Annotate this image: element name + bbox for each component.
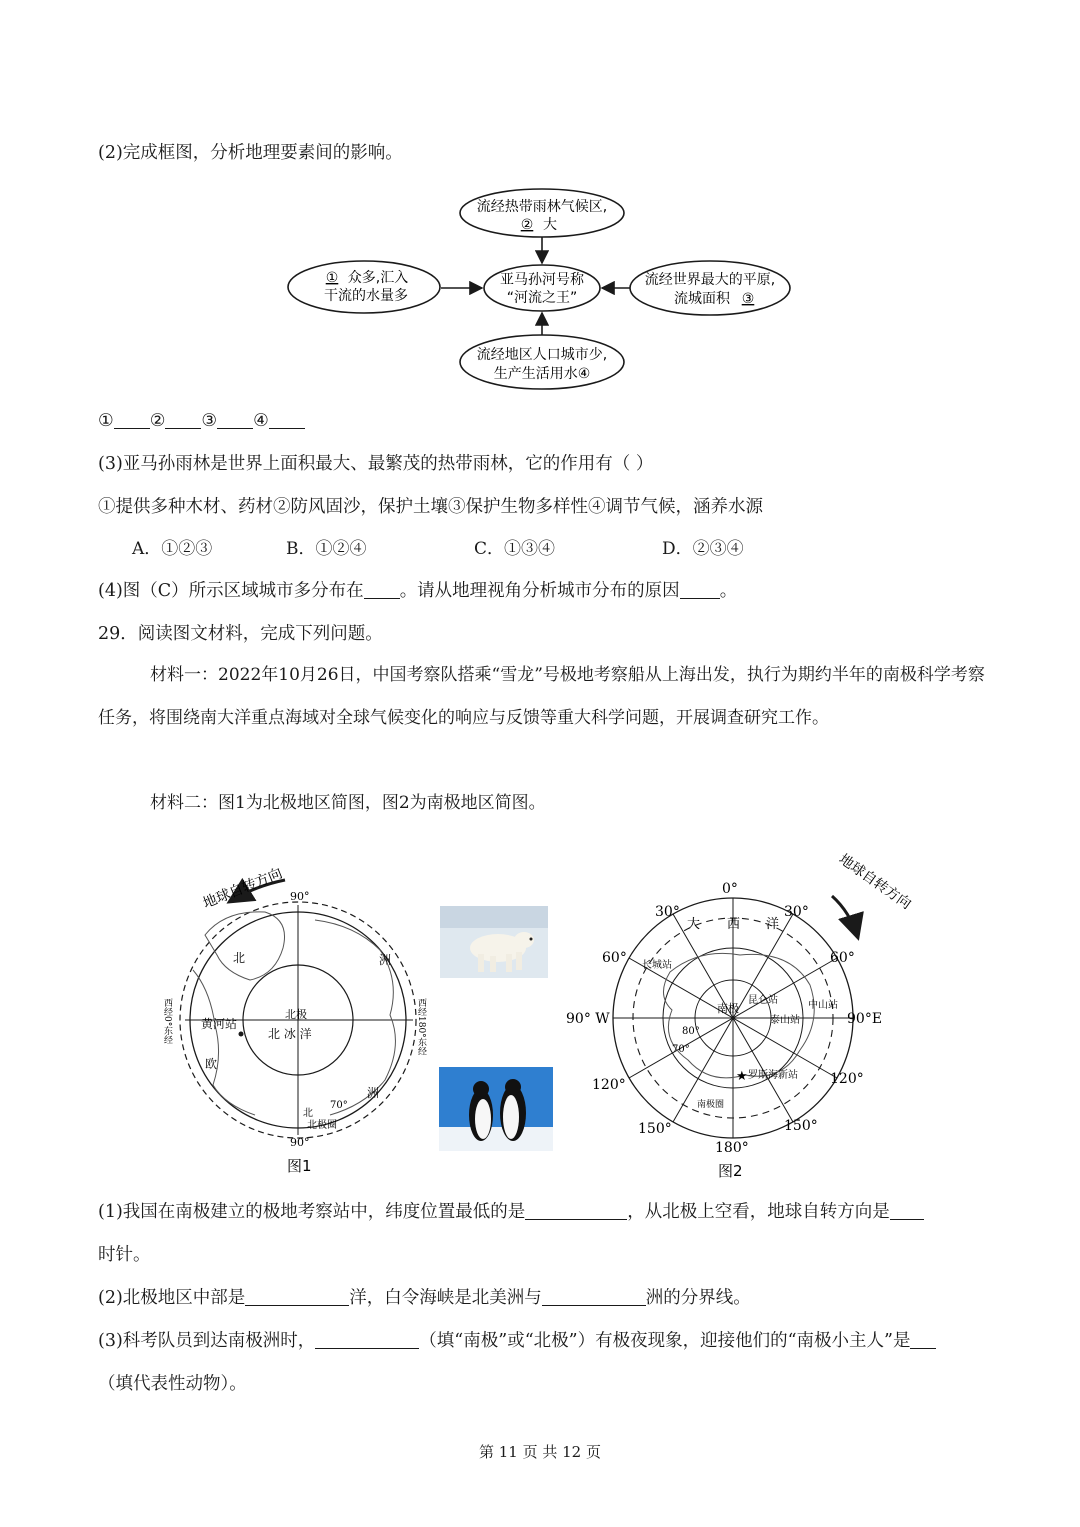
- blank-1[interactable]: [114, 410, 150, 429]
- top-line1: 流经热带雨林气候区,: [476, 199, 608, 215]
- q4-blank-2[interactable]: [680, 580, 720, 599]
- fig2-lat70: 70°: [672, 1044, 690, 1055]
- fig1-arctic: 北极圈: [307, 1120, 337, 1131]
- center-line1: 亚马孙河号称: [500, 272, 584, 288]
- arctic-map: [162, 840, 440, 1180]
- fig1-rotation-label: 地球自转方向: [200, 865, 285, 912]
- sub3-line1: (3)科考队员到达南极洲时， （填“南极”或“北极”）有极夜现象，迎接他们的“南极小主人”是: [98, 1329, 936, 1353]
- fig1-lat70: 70°: [330, 1100, 348, 1111]
- q29-material2: 材料二：图1为北极地区简图，图2为南极地区简图。: [150, 793, 546, 813]
- q3-prompt: (3)亚马孙雨林是世界上面积最大、最繁茂的热带雨林，它的作用有（ ）: [98, 454, 654, 474]
- fig1-ou: 欧: [205, 1057, 218, 1071]
- fig1-caption: 图1: [287, 1157, 312, 1175]
- fig2-taishan: 泰山站: [770, 1015, 800, 1026]
- fig2-d30r: 30°: [784, 904, 809, 920]
- fig1-north: 北: [233, 951, 246, 965]
- fig2-da: 大: [687, 917, 701, 932]
- rotation-arrow-icon-2: [832, 896, 858, 938]
- fig2-nanji: 南极: [717, 1002, 739, 1015]
- sub2-blank-2[interactable]: [542, 1287, 646, 1306]
- diagram-left-node: [288, 261, 440, 313]
- fig1-bei: 北: [303, 1108, 313, 1119]
- q3-statements: ①提供多种木材、药材②防风固沙，保护土壤③保护生物多样性④调节气候，涵养水源: [98, 497, 763, 517]
- fig2-d180: 180°: [715, 1140, 749, 1156]
- fig2-yang: 洋: [766, 917, 780, 932]
- left-line1: 众多,汇入: [347, 270, 409, 286]
- fig2-zhongshan: 中山站: [808, 1000, 838, 1011]
- fig2-d30l: 30°: [655, 904, 680, 920]
- blank-4[interactable]: [269, 410, 305, 429]
- q2-prompt: (2)完成框图，分析地理要素间的影响。: [98, 143, 403, 163]
- sub3-blank-1[interactable]: [315, 1330, 419, 1349]
- fig1-zhou2: 洲: [367, 1086, 380, 1100]
- q4-line: (4)图（C）所示区域城市多分布在 。请从地理视角分析城市分布的原因 。: [98, 581, 738, 601]
- sub1-line1: (1)我国在南极建立的极地考察站中，纬度位置最低的是 ，从北极上空看，地球自转方向是: [98, 1200, 924, 1224]
- antarctic-map: [560, 851, 914, 1185]
- fig2-d60r: 60°: [830, 950, 855, 966]
- fig1-bottom90: 90°: [290, 1136, 310, 1149]
- fig1-station: 黄河站: [201, 1017, 238, 1031]
- fig2-kunlun: 昆仑站: [748, 995, 778, 1006]
- flow-diagram: [280, 185, 800, 395]
- fig2-d120l: 120°: [592, 1077, 626, 1093]
- fig2-d90e: 90°E: [847, 1011, 883, 1027]
- ross-station-star-icon: ★: [736, 1069, 748, 1084]
- fig1-top90: 90°: [290, 890, 310, 903]
- q4-blank-1[interactable]: [364, 580, 400, 599]
- right-marker: ③: [741, 291, 755, 307]
- fig2-d150r: 150°: [784, 1118, 818, 1134]
- fig1-ocean: 北 冰 洋: [268, 1027, 312, 1041]
- option-d[interactable]: D．②③④: [662, 539, 744, 559]
- option-a[interactable]: A．①②③: [132, 539, 213, 559]
- fig2-rosssea: 罗斯海新站: [748, 1070, 798, 1081]
- q29-material1: 材料一：2022年10月26日，中国考察队搭乘“雪龙”号极地考察船从上海出发，执行为期约半年的南极科学考察任务，将围绕南大洋重点海域对全球气候变化的响应与反馈等重大科学问题，开展调查研究工作。: [98, 665, 985, 728]
- right-line1: 流经世界最大的平原,: [644, 272, 776, 288]
- fig2-d90w: 90° W: [566, 1011, 610, 1027]
- coastline-greenland: [205, 912, 285, 980]
- fig1-zhou: 洲: [379, 953, 392, 967]
- fig2-lat80: 80°: [682, 1026, 700, 1037]
- option-b[interactable]: B．①②④: [286, 539, 367, 559]
- antarctic-meridians: [613, 898, 853, 1138]
- bottom-line2: 生产生活用水④: [493, 366, 591, 382]
- left-marker: ①: [325, 270, 339, 286]
- fig2-rotation-label: 地球自转方向: [835, 851, 914, 913]
- sub1-blank-1[interactable]: [525, 1201, 627, 1220]
- fig2-d60l: 60°: [602, 950, 627, 966]
- sub1-blank-2[interactable]: [890, 1201, 924, 1220]
- blank-3[interactable]: [217, 410, 253, 429]
- fig2-caption: 图2: [718, 1162, 743, 1180]
- polar-bear-image: [440, 906, 548, 978]
- fig2-xi: 西: [727, 917, 741, 932]
- fig2-d120r: 120°: [830, 1071, 864, 1087]
- q29-title: 29．阅读图文材料，完成下列问题。: [98, 624, 383, 644]
- fig1-west: 西经0°东经: [162, 998, 172, 1045]
- q2-blanks: ① ② ③ ④: [98, 409, 305, 433]
- sub3-line2: （填代表性动物）。: [98, 1374, 247, 1394]
- top-marker: ②: [520, 217, 534, 233]
- fig2-d0: 0°: [722, 881, 738, 897]
- sub1-line2: 时针。: [98, 1245, 151, 1265]
- fig1-east: 西经180°东经: [416, 998, 426, 1056]
- center-line2: “河流之王”: [506, 290, 578, 306]
- fig2-d150l: 150°: [638, 1121, 672, 1137]
- top-line2: 大: [543, 217, 557, 233]
- sub2-line: (2)北极地区中部是 洋，白令海峡是北美洲与 洲的分界线。: [98, 1288, 751, 1308]
- penguins-image: [439, 1067, 553, 1151]
- bottom-line1: 流经地区人口城市少,: [476, 347, 608, 363]
- huanghe-station-dot: [239, 1032, 244, 1037]
- sub3-blank-2[interactable]: [910, 1330, 936, 1349]
- coastline-northamerica: [193, 970, 255, 1115]
- fig2-changcheng: 长城站: [642, 960, 672, 971]
- sub2-blank-1[interactable]: [245, 1287, 349, 1306]
- page-footer: 第 11 页 共 12 页: [478, 1443, 601, 1461]
- fig2-antarctic: 南极圈: [697, 1100, 725, 1110]
- blank-2[interactable]: [165, 410, 201, 429]
- option-c[interactable]: C．①③④: [474, 539, 556, 559]
- right-line2: 流城面积: [674, 291, 730, 307]
- fig1-beiji: 北极: [285, 1008, 307, 1021]
- left-line2: 干流的水量多: [324, 288, 408, 304]
